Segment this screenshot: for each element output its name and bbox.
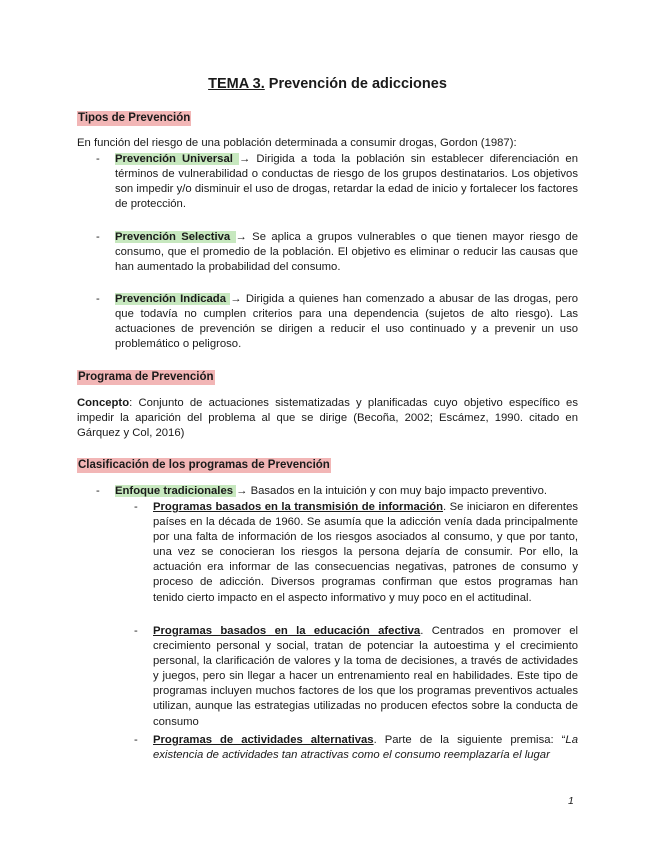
text-alternativas: . Parte de la siguiente premisa: “ <box>373 734 566 746</box>
bullet-dash: - <box>96 293 100 305</box>
sublist-item-afectiva <box>153 624 578 730</box>
list-item-enfoque <box>115 484 578 499</box>
concept-label: Concepto <box>77 397 130 409</box>
sublist-item-informacion <box>153 500 578 606</box>
list-item-indicada <box>115 292 578 352</box>
text-indicada: → Dirigida a quienes han comenzado a abusar de las drogas, pero que todavía no cumplen criterios para una dependencia (sujetos de alto riesgo). Las actuaciones de prevención se dirigen a reducir el uso continuado y a prevenir un uso problemático o peligroso. <box>115 293 578 351</box>
intro-paragraph: En función del riesgo de una población determinada a consumir drogas, Gordon (1987): <box>77 137 517 149</box>
sublist-item-alternativas <box>153 733 578 763</box>
text-afectiva: . Centrados en promover el crecimiento personal y social, tratan de potenciar la autoestima y el crecimiento personal, la clarificación de valores y la toma de decisiones, a través de actividades y juegos, pero sin llegar a hacer un entrenamiento real en habilidades. Este tipo de programas incluyen muchos factores de los que los programas preventivos actuales utilizan, aunque las estrategias utilizadas no producen efectos sobre la conducta de consumo <box>153 625 578 728</box>
text-informacion: . Se iniciaron en diferentes países en la década de 1960. Se asumía que la adicción venía dada principalmente por una falta de información de los riesgos asociados al consumo, y que por tanto, una vez se conocieran los riesgos la persona dejaría de consumir. Por ello, la actuación era informar de las consecuencias negativas, patrones de consumo y proceso de adicción. Diversos programas confirman que estos programas han tenido cierto impacto en el aspecto informativo y muy poco en el actitudinal. <box>153 501 579 604</box>
text-enfoque: → Basados en la intuición y con muy bajo impacto preventivo. <box>236 485 547 497</box>
label-informacion: Programas basados en la transmisión de información <box>153 501 444 513</box>
text-selectiva: → Se aplica a grupos vulnerables o que tienen mayor riesgo de consumo, que el promedio de la población. El objetivo es eliminar o reducir las causas que han aumentado la probabilidad del consumo. <box>115 231 578 274</box>
sub-bullet-dash: - <box>134 501 138 513</box>
list-item-universal <box>115 152 578 212</box>
section-heading-clasificacion: Clasificación de los programas de Prevención <box>78 459 330 471</box>
document-title <box>0 76 655 92</box>
quote-alternativas: La existencia de actividades tan atractivas como el consumo reemplazaría el lugar <box>153 734 578 762</box>
text-universal: → Dirigida a toda la población sin establecer diferenciación en términos de vulnerabilidad o conductas de riesgo de los grupos destinatarios. Los objetivos son impedir y/o disminuir el uso de drogas, retardar la edad de inicio y fortalecer los factores de protección. <box>115 153 578 211</box>
sub-bullet-dash: - <box>134 734 138 746</box>
concept-text: : Conjunto de actuaciones sistematizadas y planificadas cuyo objetivo específico es impedir la aparición del problema al que se dirige (Becoña, 2002; Escámez, 1990. citado en Gárquez y Col, 2016) <box>77 397 578 440</box>
page-number: 1 <box>568 795 574 807</box>
section-heading-tipos: Tipos de Prevención <box>78 112 191 124</box>
label-afectiva: Programas basados en la educación afectiva <box>153 625 421 637</box>
sub-bullet-dash: - <box>134 625 138 637</box>
concept-paragraph <box>77 396 578 441</box>
title-number: TEMA 3. <box>208 76 265 92</box>
section-heading-programa: Programa de Prevención <box>78 371 214 383</box>
title-text: Prevención de adicciones <box>264 76 447 92</box>
label-universal: Prevención Universal <box>115 153 240 165</box>
bullet-dash: - <box>96 231 100 243</box>
label-indicada: Prevención Indicada <box>115 293 231 305</box>
bullet-dash: - <box>96 485 100 497</box>
bullet-dash: - <box>96 153 100 165</box>
label-selectiva: Prevención Selectiva <box>115 231 236 243</box>
list-item-selectiva <box>115 230 578 275</box>
label-alternativas: Programas de actividades alternativas <box>153 734 374 746</box>
label-enfoque: Enfoque tradicionales <box>115 485 237 497</box>
